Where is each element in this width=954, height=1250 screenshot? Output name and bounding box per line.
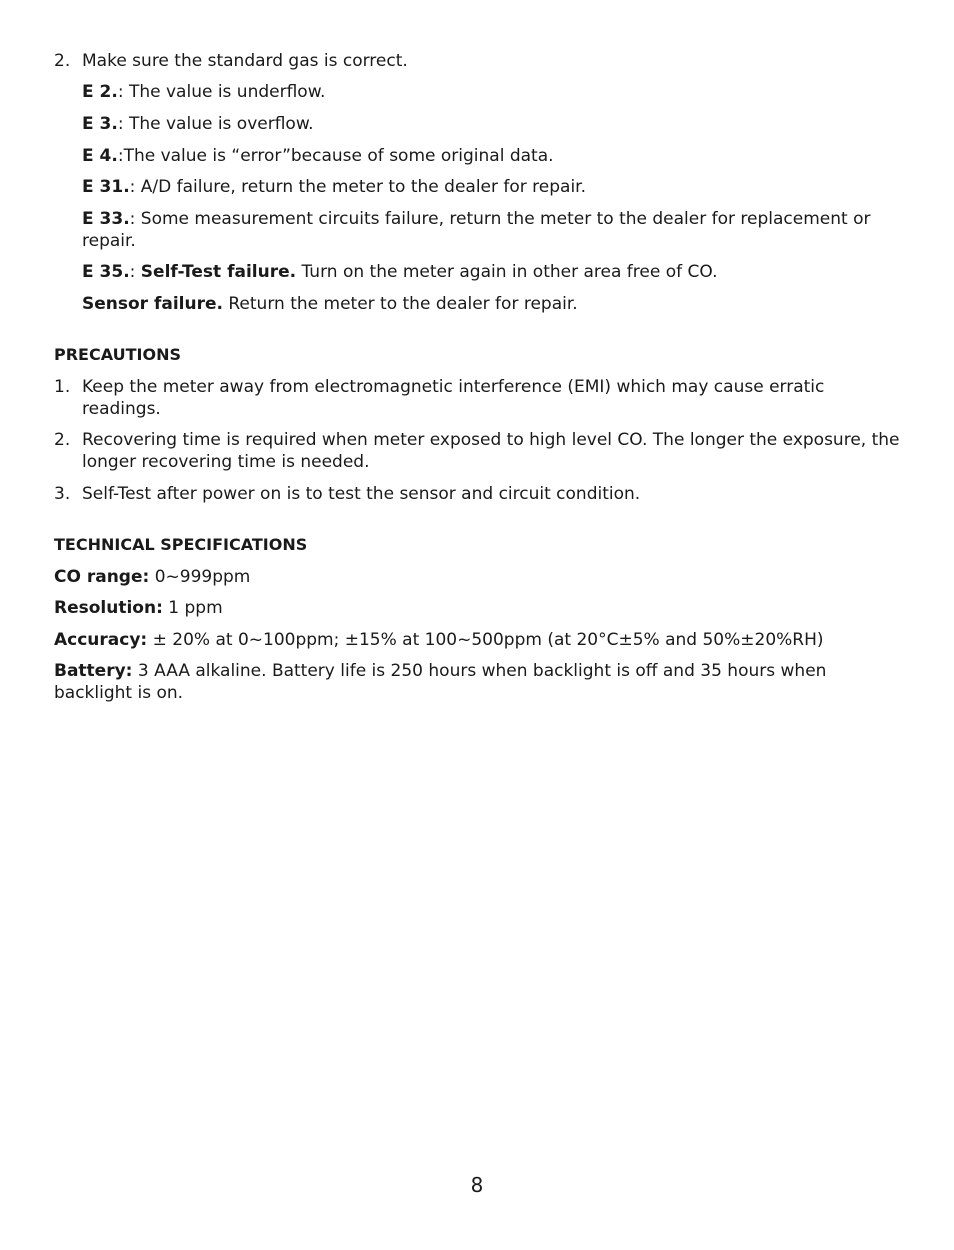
error-code-sep: : <box>117 82 124 102</box>
error-code-e3 <box>82 113 904 135</box>
spec-value: 3 AAA alkaline. Battery life is 250 hours when backlight is off and 35 hours when backlight is on. <box>54 661 827 703</box>
error-code-label: E 3. <box>82 114 118 134</box>
error-code-sep: : <box>129 262 141 282</box>
error-code-bold-text: Self-Test failure. <box>140 262 297 282</box>
page-number: 8 <box>470 1173 484 1197</box>
sensor-failure <box>82 293 904 315</box>
list-number: 2. <box>54 430 71 450</box>
spec-label: CO range: <box>54 567 150 587</box>
spec-label: Resolution: <box>54 598 163 618</box>
list-number: 3. <box>54 484 71 504</box>
error-code-label: E 33. <box>82 209 130 229</box>
spec-value: ± 20% at 0~100ppm; ±15% at 100~500ppm (at 20°C±5% and 50%±20%RH) <box>147 630 824 650</box>
spec-label: Accuracy: <box>54 630 148 650</box>
spec-label: Battery: <box>54 661 133 681</box>
list-text: Make sure the standard gas is correct. <box>82 51 408 71</box>
list-text: Recovering time is required when meter exposed to high level CO. The longer the exposure, the longer recovering time is needed. <box>82 430 900 472</box>
error-code-text: A/D failure, return the meter to the dealer for repair. <box>135 177 587 197</box>
error-code-e31 <box>82 176 904 198</box>
error-code-sep: : <box>117 114 124 134</box>
error-code-text: Some measurement circuits failure, return the meter to the dealer for replacement or repair. <box>82 209 871 251</box>
list-number: 2. <box>54 51 71 71</box>
spec-value: 0~999ppm <box>149 567 251 587</box>
spec-battery <box>54 660 904 704</box>
spec-resolution <box>54 597 904 619</box>
spec-value: 1 ppm <box>162 598 223 618</box>
list-text: Keep the meter away from electromagnetic interference (EMI) which may cause erratic readings. <box>82 377 825 419</box>
error-code-sep: : <box>129 177 136 197</box>
list-number: 1. <box>54 377 71 397</box>
sensor-failure-label: Sensor failure. <box>82 294 223 314</box>
error-code-e33 <box>82 208 904 252</box>
spec-accuracy <box>54 629 904 651</box>
error-code-text: The value is “error”because of some original data. <box>123 146 554 166</box>
error-code-label: E 2. <box>82 82 118 102</box>
error-code-text: The value is underflow. <box>123 82 326 102</box>
error-code-e35 <box>82 261 904 283</box>
error-code-e2 <box>82 81 904 103</box>
error-code-label: E 4. <box>82 146 118 166</box>
precautions-heading: PRECAUTIONS <box>54 345 181 364</box>
error-code-label: E 35. <box>82 262 130 282</box>
spec-co-range <box>54 566 904 588</box>
sensor-failure-text: Return the meter to the dealer for repair. <box>222 294 578 314</box>
error-code-label: E 31. <box>82 177 130 197</box>
list-text: Self-Test after power on is to test the sensor and circuit condition. <box>82 484 641 504</box>
specs-heading: TECHNICAL SPECIFICATIONS <box>54 535 308 554</box>
error-code-text: The value is overflow. <box>123 114 314 134</box>
error-code-text: Turn on the meter again in other area free of CO. <box>296 262 718 282</box>
error-code-e4 <box>82 145 904 167</box>
error-code-sep: : <box>129 209 136 229</box>
error-code-sep: : <box>117 146 124 166</box>
